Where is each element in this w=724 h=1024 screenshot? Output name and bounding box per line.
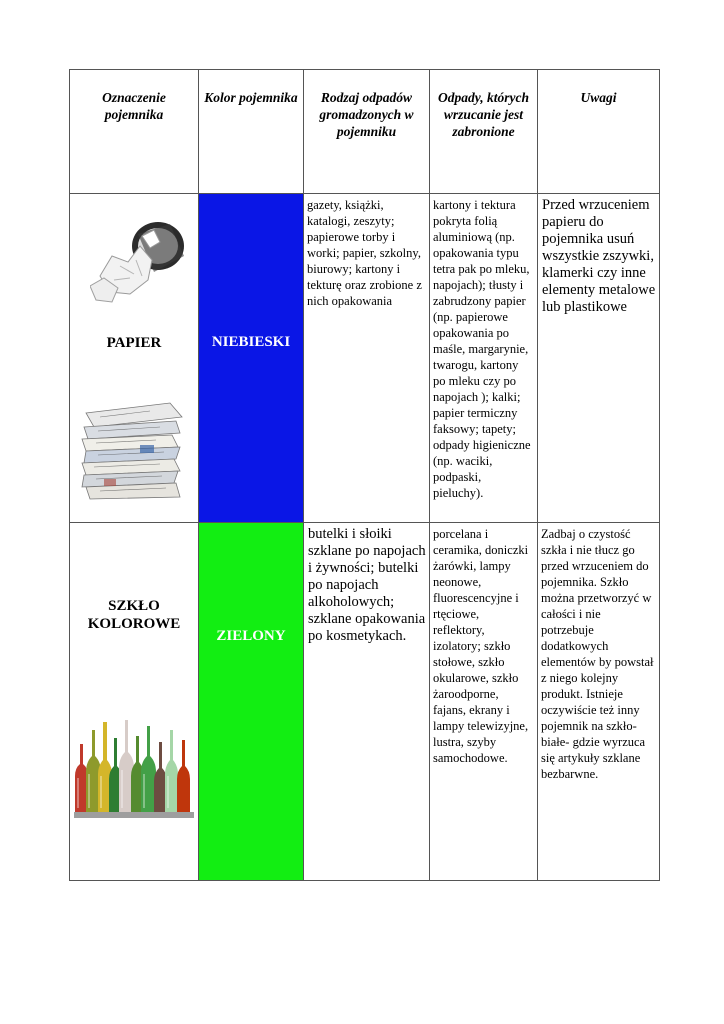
glass-container-name: SZKŁO KOLOROWE: [87, 598, 181, 632]
glass-color-cell: [199, 523, 304, 881]
paper-forbidden-cell: [430, 194, 538, 523]
header-container-color: Kolor pojemnika: [199, 70, 304, 194]
glass-allowed-cell: [304, 523, 430, 881]
newspaper-stack-image: [80, 401, 184, 501]
header-allowed-waste: Rodzaj odpadów gromadzonych w pojemniku: [304, 70, 430, 194]
colored-glass-bottles-image: [74, 716, 194, 818]
paper-name-cell: [70, 194, 199, 523]
glass-forbidden-text: porcelana i ceramika, doniczki żarówki, lampy neonowe, fluorescencyjne i rtęciowe, reflektory, izolatory; szkło stołowe, szkło okularowe, szkło żaroodporne, fajans, ekrany i lampy telewizyjne, lustra, szyby samochodowe.: [433, 527, 529, 765]
header-notes: Uwagi: [538, 70, 660, 194]
glass-forbidden-cell: [430, 523, 538, 881]
paper-notes-cell: [538, 194, 660, 523]
paper-color-cell: [199, 194, 304, 523]
header-row: [70, 70, 660, 194]
glass-color-label: ZIELONY: [216, 628, 286, 644]
glass-notes-text: Zadbaj o czystość szkła i nie tłucz go przed wrzuceniem do pojemnika. Szkło można przetworzyć w całości i nie potrzebuje dodatkowych elementów by powstał z niego kolejny produkt. Istnieje oczywiście też inny pojemnik na szkło- białe- gdzie wyrzuca się artykuły szklane bezbarwne.: [541, 527, 654, 781]
paper-allowed-cell: [304, 194, 430, 523]
glass-allowed-text: butelki i słoiki szklane po napojach i żywności; butelki po napojach alkoholowych; szklane opakowania po kosmetykach.: [308, 526, 426, 644]
paper-container-name: PAPIER: [106, 335, 162, 351]
glass-notes-cell: [538, 523, 660, 881]
paper-notes-text: Przed wrzuceniem papieru do pojemnika usuń wszystkie zszywki, klamerki czy inne elementy metalowe lub plastikowe: [542, 197, 656, 315]
paper-allowed-text: gazety, książki, katalogi, zeszyty; papierowe torby i worki; papier, szkolny, biurowy; kartony i tekturę oraz zrobione z nich opakowania: [307, 198, 422, 308]
crumpled-paper-bin-image: [90, 216, 186, 306]
header-container-label: Oznaczenie pojemnika: [70, 70, 199, 194]
paper-forbidden-text: kartony i tektura pokryta folią aluminiową (np. opakowania typu tetra pak po mleku, napojach); tłusty i zabrudzony papier (np. papierowe opakowania po maśle, margarynie, twarogu, kartony po mleku czy po napojach ); kalki; papier termiczny faksowy; tapety; odpady higieniczne (np. waciki, podpaski, pieluchy).: [433, 198, 531, 500]
header-forbidden-waste: Odpady, których wrzucanie jest zabronione: [430, 70, 538, 194]
table-row-paper: [70, 194, 660, 523]
waste-sorting-table: [69, 69, 660, 881]
glass-name-cell: [70, 523, 199, 881]
paper-color-label: NIEBIESKI: [211, 334, 291, 350]
table-row-glass: [70, 523, 660, 881]
